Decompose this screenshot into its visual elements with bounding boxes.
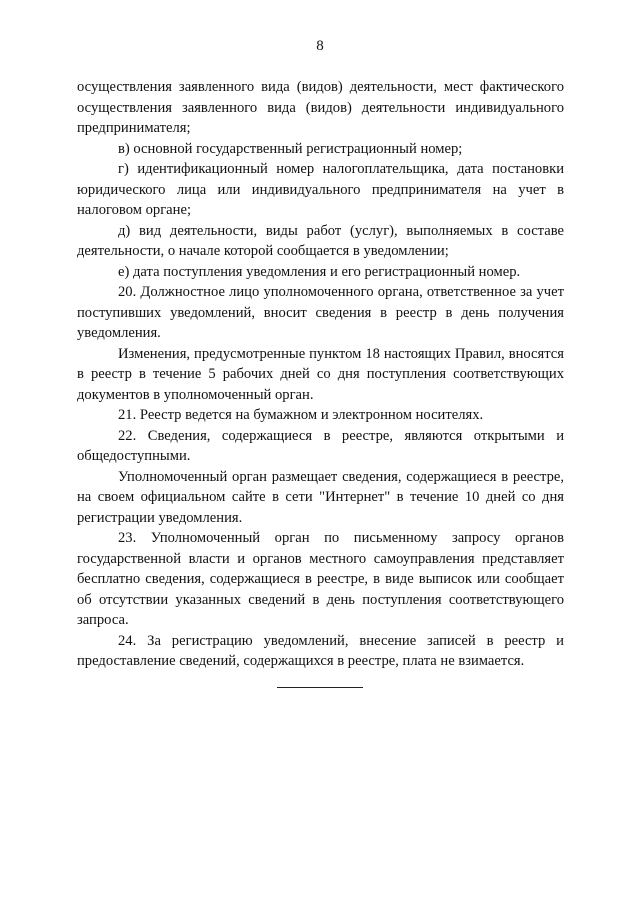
paragraph-clause-23: 23. Уполномоченный орган по письменному запросу органов государственной власти и органов местного самоуправления представляет бесплатно сведения, содержащиеся в реестре, в виде выписок или сообщает об отсутствии указанных сведений в день поступления соответствующего запроса.: [77, 530, 564, 628]
end-of-text-rule: [277, 687, 363, 688]
paragraph-clause-22: 22. Сведения, содержащиеся в реестре, являются открытыми и общедоступными.: [77, 427, 564, 464]
paragraph-clause-22-publication: Уполномоченный орган размещает сведения, содержащиеся в реестре, на своем официальном сайте в сети "Интернет" в течение 10 дней со дня регистрации уведомления.: [77, 468, 564, 526]
paragraph-item-v: в) основной государственный регистрационный номер;: [118, 140, 463, 157]
paragraph-item-e: е) дата поступления уведомления и его регистрационный номер.: [118, 263, 521, 280]
document-body: [77, 77, 564, 672]
paragraph-clause-20-changes: Изменения, предусмотренные пунктом 18 настоящих Правил, вносятся в реестр в течение 5 рабочих дней со дня поступления соответствующих документов в уполномоченный орган.: [77, 345, 564, 403]
paragraph-item-g: г) идентификационный номер налогоплательщика, дата постановки юридического лица или индивидуального предпринимателя на учет в налоговом органе;: [77, 161, 564, 218]
paragraph-clause-20: 20. Должностное лицо уполномоченного органа, ответственное за учет поступивших уведомлений, вносит сведения в реестр в день получения уведомления.: [77, 284, 564, 341]
paragraph-item-d: д) вид деятельности, виды работ (услуг), выполняемых в составе деятельности, о начале которой сообщается в уведомлении;: [77, 222, 564, 259]
page-number: 8: [316, 38, 324, 54]
paragraph-clause-24: 24. За регистрацию уведомлений, внесение записей в реестр и предоставление сведений, содержащихся в реестре, плата не взимается.: [77, 632, 564, 669]
paragraph-clause-21: 21. Реестр ведется на бумажном и электронном носителях.: [118, 407, 484, 423]
paragraph-continuation: осуществления заявленного вида (видов) деятельности, мест фактического осуществления заявленного вида (видов) деятельности индивидуального предпринимателя;: [77, 79, 564, 136]
